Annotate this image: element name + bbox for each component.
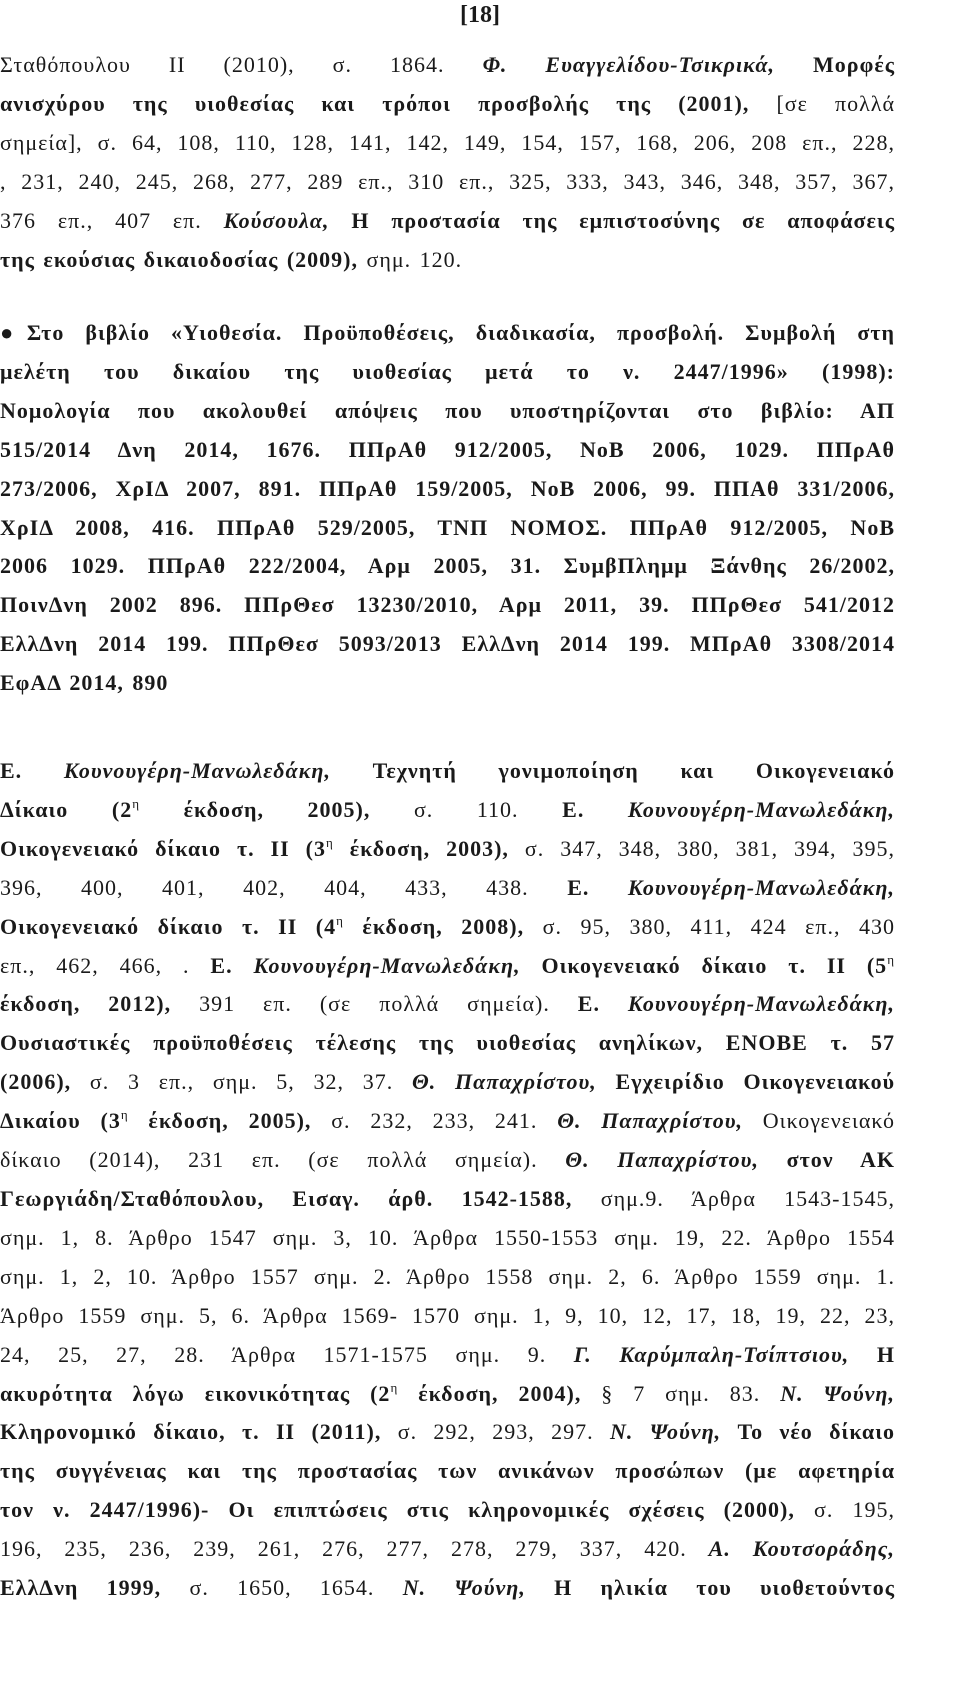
- text-run: Ουσιαστικές προϋποθέσεις τέλεσης της υιοθεσίας ανηλίκων, ΕΝΟΒΕ τ. 57: [0, 1030, 895, 1056]
- text-run: δίκαιο (2014), 231 επ. (σε πολλά σημεία).: [0, 1147, 566, 1173]
- text-line: [0, 586, 895, 625]
- text-line: [0, 547, 895, 586]
- text-run: Οικογενειακό δίκαιο τ. ΙΙ (3: [0, 835, 326, 861]
- text-run: Κουνουγέρη-Μανωλεδάκη,: [253, 952, 542, 978]
- text-run: ΕλλΔνη 1999,: [0, 1575, 190, 1601]
- text-line: [0, 752, 895, 791]
- text-line: [0, 1102, 895, 1141]
- text-run: Οικογενειακό δίκαιο τ. ΙΙ (4: [0, 913, 337, 939]
- paragraph-case-law: [0, 314, 895, 703]
- text-run: ●Στο βιβλίο «Υιοθεσία. Προϋποθέσεις, διαδικασία, προσβολή. Συμβολή στη: [0, 320, 895, 345]
- text-run: σ. 195,: [814, 1497, 895, 1523]
- text-run: Ε.: [210, 952, 254, 978]
- text-line: [0, 985, 895, 1024]
- text-run: σημ. 1, 8. Άρθρο 1547 σημ. 3, 10. Άρθρα 1550-1553 σημ. 19, 22. Άρθρο 1554: [0, 1224, 895, 1250]
- text-run: 24, 25, 27, 28. Άρθρα 1571-1575 σημ. 9.: [0, 1341, 574, 1367]
- text-run: ΕφΑΔ 2014, 890: [0, 670, 169, 696]
- text-run: ΠοινΔνη 2002 896. ΠΠρΘεσ 13230/2010, Αρμ 2011, 39. ΠΠρΘεσ 541/2012: [0, 592, 895, 618]
- text-run: στον ΑΚ: [786, 1147, 895, 1173]
- text-run: Κληρονομικό δίκαιο, τ. ΙΙ (2011),: [0, 1419, 398, 1445]
- text-run: Θ. Παπαχρίστου,: [565, 1147, 787, 1173]
- text-line: [0, 470, 895, 509]
- text-line: [0, 85, 895, 124]
- text-run: § 7 σημ. 83.: [601, 1380, 781, 1406]
- text-run: Ν. Ψούνη,: [402, 1575, 555, 1601]
- text-line: [0, 664, 895, 703]
- text-run: Θ. Παπαχρίστου,: [412, 1069, 616, 1095]
- text-line: [0, 1530, 895, 1569]
- text-line: [0, 124, 895, 163]
- text-line: [0, 1024, 895, 1063]
- text-run: Δικαίου (3: [0, 1108, 121, 1134]
- text-run: ανισχύρου της υιοθεσίας και τρόποι προσβολής της (2001),: [0, 90, 777, 116]
- text-line: [0, 509, 895, 548]
- text-line: [0, 353, 895, 392]
- text-run: σημ. 1, 2, 10. Άρθρο 1557 σημ. 2. Άρθρο 1558 σημ. 2, 6. Άρθρο 1559 σημ. 1.: [0, 1263, 895, 1289]
- text-run: σ. 347, 348, 380, 381, 394, 395,: [524, 835, 895, 861]
- text-run: , 231, 240, 245, 268, 277, 289 επ., 310 επ., 325, 333, 343, 346, 348, 357, 367,: [0, 168, 895, 194]
- text-run: Οικογενειακό δίκαιο τ. ΙΙ (5: [541, 952, 888, 978]
- text-run: Φ. Ευαγγελίδου-Τσικρικά,: [482, 52, 814, 77]
- text-run: Κούσουλα,: [223, 207, 352, 233]
- text-run: 515/2014 Δνη 2014, 1676. ΠΠρΑθ 912/2005, ΝοΒ 2006, 1029. ΠΠρΑθ: [0, 436, 895, 462]
- text-run: ΕλλΔνη 2014 199. ΠΠρΘεσ 5093/2013 ΕλλΔνη 2014 199. ΜΠρΑθ 3308/2014: [0, 631, 895, 657]
- text-run: Α. Κουτσοράδης,: [708, 1536, 895, 1562]
- text-run: έκδοση, 2003),: [333, 835, 525, 861]
- text-run: σ. 3 επ., σημ. 5, 32, 37.: [89, 1069, 413, 1095]
- text-run: σ. 1650, 1654.: [189, 1575, 403, 1601]
- text-line: [0, 392, 895, 431]
- text-line: [0, 1258, 895, 1297]
- text-line: [0, 1336, 895, 1375]
- text-run: Η: [876, 1341, 895, 1367]
- text-run: Το νέο δίκαιο: [737, 1419, 895, 1445]
- text-line: [0, 1375, 895, 1414]
- text-line: [0, 202, 895, 241]
- text-run: ΧρΙΔ 2008, 416. ΠΠρΑθ 529/2005, ΤΝΠ ΝΟΜΟΣ. ΠΠρΑθ 912/2005, ΝοΒ: [0, 514, 895, 540]
- superscript: η: [132, 795, 141, 811]
- superscript: η: [390, 1379, 399, 1395]
- text-line: [0, 46, 895, 85]
- text-line: [0, 625, 895, 664]
- text-run: έκδοση, 2008),: [343, 913, 543, 939]
- text-run: Γεωργιάδη/Σταθόπουλου, Εισαγ. άρθ. 1542-1588,: [0, 1185, 601, 1211]
- text-run: σ. 95, 380, 411, 424 επ., 430: [542, 913, 895, 939]
- superscript: η: [336, 912, 344, 928]
- text-line: [0, 1569, 895, 1608]
- text-line: [0, 1063, 895, 1102]
- text-run: έκδοση, 2005),: [128, 1108, 332, 1134]
- text-line: [0, 1452, 895, 1491]
- text-run: ακυρότητα λόγω εικονικότητας (2: [0, 1380, 391, 1406]
- text-run: Δίκαιο (2: [0, 796, 133, 822]
- text-run: Η προστασία της εμπιστοσύνης σε αποφάσεις: [351, 207, 895, 233]
- text-line: [0, 947, 895, 986]
- paragraph-references-1: [0, 46, 895, 279]
- text-line: [0, 314, 895, 353]
- text-run: 391 επ. (σε πολλά σημεία).: [199, 991, 578, 1017]
- text-run: Ε.: [567, 874, 628, 900]
- text-run: (2006),: [0, 1069, 90, 1095]
- text-run: Κουνουγέρη-Μανωλεδάκη,: [627, 796, 895, 822]
- text-run: σημ.9. Άρθρα 1543-1545,: [600, 1185, 895, 1211]
- text-run: έκδοση, 2005),: [140, 796, 414, 822]
- text-line: [0, 1219, 895, 1258]
- text-run: Άρθρο 1559 σημ. 5, 6. Άρθρα 1569- 1570 σημ. 1, 9, 10, 12, 17, 18, 19, 22, 23,: [0, 1302, 895, 1328]
- text-line: [0, 241, 895, 280]
- text-line: [0, 869, 895, 908]
- text-run: σ. 110.: [413, 796, 563, 822]
- superscript: η: [325, 834, 334, 850]
- text-line: [0, 908, 895, 947]
- text-line: [0, 1413, 895, 1452]
- text-run: Ε.: [577, 991, 628, 1017]
- text-run: Κουνουγέρη-Μανωλεδάκη,: [63, 758, 373, 783]
- text-run: της συγγένειας και της προστασίας των ανικάνων προσώπων (με αφετηρία: [0, 1458, 895, 1484]
- text-run: 376 επ., 407 επ.: [0, 207, 224, 233]
- text-run: Ν. Ψούνη,: [780, 1380, 895, 1406]
- superscript: η: [887, 951, 895, 967]
- text-line: [0, 791, 895, 830]
- text-run: σ. 232, 233, 241.: [331, 1108, 558, 1134]
- text-line: [0, 1491, 895, 1530]
- text-run: Η ηλικία του υιοθετούντος: [554, 1575, 895, 1601]
- text-run: σ. 292, 293, 297.: [397, 1419, 610, 1445]
- text-run: έκδοση, 2012),: [0, 991, 200, 1017]
- text-line: [0, 1141, 895, 1180]
- text-run: Ν. Ψούνη,: [609, 1419, 738, 1445]
- text-run: της εκούσιας δικαιοδοσίας (2009),: [0, 246, 367, 272]
- text-line: [0, 1180, 895, 1219]
- text-run: Οικογενειακό: [762, 1108, 895, 1134]
- text-run: 2006 1029. ΠΠρΑθ 222/2004, Αρμ 2005, 31. ΣυμβΠλημμ Ξάνθης 26/2002,: [0, 553, 895, 579]
- text-run: Ε.: [0, 758, 64, 783]
- text-run: Κουνουγέρη-Μανωλεδάκη,: [627, 991, 895, 1017]
- text-run: Θ. Παπαχρίστου,: [557, 1108, 763, 1134]
- text-run: Εγχειρίδιο Οικογενειακού: [615, 1069, 895, 1095]
- text-run: Γ. Καρύμπαλη-Τσίπτσιου,: [573, 1341, 877, 1367]
- text-run: επ., 462, 466, .: [0, 952, 211, 978]
- page-number: [18]: [460, 2, 500, 28]
- text-run: σημ. 120.: [366, 246, 463, 272]
- text-line: [0, 1297, 895, 1336]
- text-line: [0, 431, 895, 470]
- text-run: Τεχνητή γονιμοποίηση και Οικογενειακό: [372, 758, 895, 783]
- text-run: έκδοση, 2004),: [398, 1380, 602, 1406]
- text-run: σημεία], σ. 64, 108, 110, 128, 141, 142, 149, 154, 157, 168, 206, 208 επ., 228,: [0, 129, 895, 155]
- text-line: [0, 163, 895, 202]
- text-run: 273/2006, ΧρΙΔ 2007, 891. ΠΠρΑθ 159/2005, ΝοΒ 2006, 99. ΠΠΑθ 331/2006,: [0, 475, 895, 501]
- text-run: 396, 400, 401, 402, 404, 433, 438.: [0, 874, 568, 900]
- paragraph-references-2: [0, 752, 895, 1608]
- text-run: 196, 235, 236, 239, 261, 276, 277, 278, 279, 337, 420.: [0, 1536, 709, 1562]
- text-run: Νομολογία που ακολουθεί απόψεις που υποστηρίζονται στο βιβλίο: ΑΠ: [0, 397, 895, 423]
- text-run: Ε.: [562, 796, 628, 822]
- superscript: η: [120, 1107, 129, 1123]
- text-run: μελέτη του δικαίου της υιοθεσίας μετά το ν. 2447/1996» (1998):: [0, 358, 895, 384]
- text-run: [σε πολλά: [776, 90, 895, 116]
- text-run: Σταθόπουλου ΙΙ (2010), σ. 1864.: [0, 52, 483, 77]
- text-run: Κουνουγέρη-Μανωλεδάκη,: [627, 874, 895, 900]
- text-run: τον ν. 2447/1996)- Οι επιπτώσεις στις κληρονομικές σχέσεις (2000),: [0, 1497, 814, 1523]
- text-run: Μορφές: [813, 52, 895, 77]
- text-line: [0, 830, 895, 869]
